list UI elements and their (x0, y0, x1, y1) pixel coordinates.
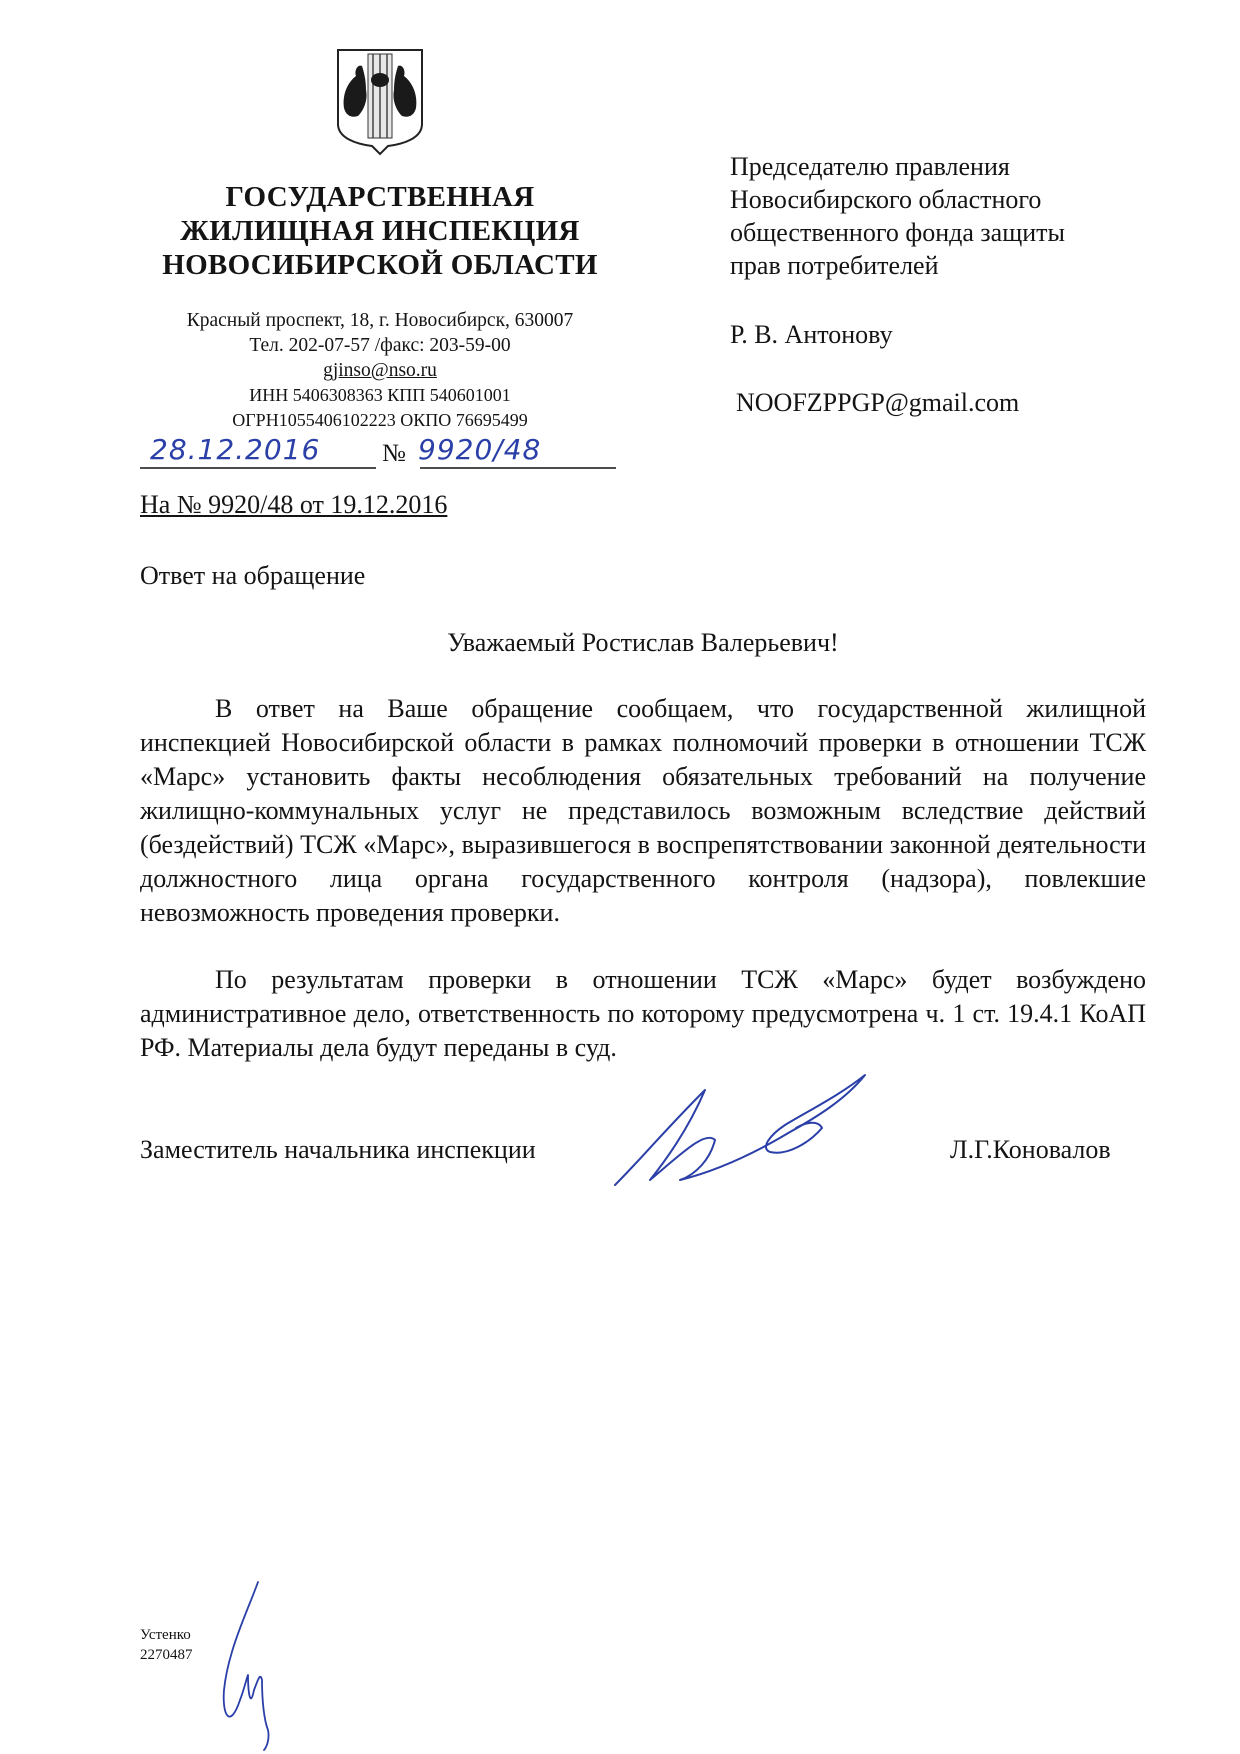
organization-line-3: НОВОСИБИРСКОЙ ОБЛАСТИ (162, 249, 598, 281)
executor-block (140, 1625, 193, 1665)
organization-line-1: ГОСУДАРСТВЕННАЯ (225, 181, 535, 213)
registration-date-handwritten: 28.12.2016 (150, 433, 321, 466)
addressee-line-3: общественного фонда защиты (730, 218, 1065, 247)
addressee-email: NOOFZPPGP@gmail.com (736, 388, 1020, 417)
organization-requisites (120, 308, 640, 433)
signatory-name: Л.Г.Коновалов (950, 1135, 1111, 1164)
handwritten-signature (610, 1070, 870, 1190)
organization-inn-kpp: ИНН 5406308363 КПП 540601001 (249, 385, 511, 405)
signatory-position: Заместитель начальника инспекции (140, 1135, 536, 1164)
addressee-name: Р. В. Антонову (730, 320, 893, 349)
organization-ogrn-okpo: ОГРН1055406102223 ОКПО 76695499 (232, 410, 528, 430)
registration-number-handwritten: 9920/48 (418, 433, 542, 466)
registration-number-sign: № (382, 440, 406, 467)
letter-subject: Ответ на обращение (140, 561, 366, 590)
body-paragraph-1-text: В ответ на Ваше обращение сообщаем, что государственной жилищной инспекцией Новосибирской области в рамках полномочий проверки в отношении ТСЖ «Марс» установить факты несоблюдения обязательных требований на получение жилищно-коммунальных услуг не представилось возможным вследствие действий (бездействий) ТСЖ «Марс», выразившегося в воспрепятствовании законной деятельности должностного лица органа государственного контроля (надзора), повлекшие невозможность проведения проверки. (140, 694, 1146, 927)
body-paragraph-2-text: По результатам проверки в отношении ТСЖ «Марс» будет возбуждено административное дело, ответственность по которому предусмотрена ч. 1 ст. 19.4.1 КоАП РФ. Материалы дела будут переданы в суд. (140, 965, 1146, 1062)
letter-greeting: Уважаемый Ростислав Валерьевич! (447, 628, 839, 657)
executor-initials-signature (218, 1580, 288, 1752)
coat-of-arms-emblem (334, 46, 426, 156)
executor-phone: 2270487 (140, 1647, 193, 1663)
addressee-block (730, 150, 1210, 282)
executor-name: Устенко (140, 1627, 191, 1643)
organization-name (120, 180, 640, 282)
body-paragraph-2 (140, 963, 1146, 1065)
organization-phone: Тел. 202-07-57 /факс: 203-59-00 (249, 335, 511, 356)
organization-address: Красный проспект, 18, г. Новосибирск, 630007 (186, 310, 574, 331)
reference-line: На № 9920/48 от 19.12.2016 (140, 490, 448, 519)
organization-line-2: ЖИЛИЩНАЯ ИНСПЕКЦИЯ (180, 215, 580, 247)
body-paragraph-1 (140, 692, 1146, 930)
addressee-line-4: прав потребителей (730, 251, 939, 280)
addressee-line-1: Председателю правления (730, 152, 1010, 181)
addressee-line-2: Новосибирского областного (730, 185, 1042, 214)
organization-email-link[interactable]: gjinso@nso.ru (323, 360, 437, 381)
